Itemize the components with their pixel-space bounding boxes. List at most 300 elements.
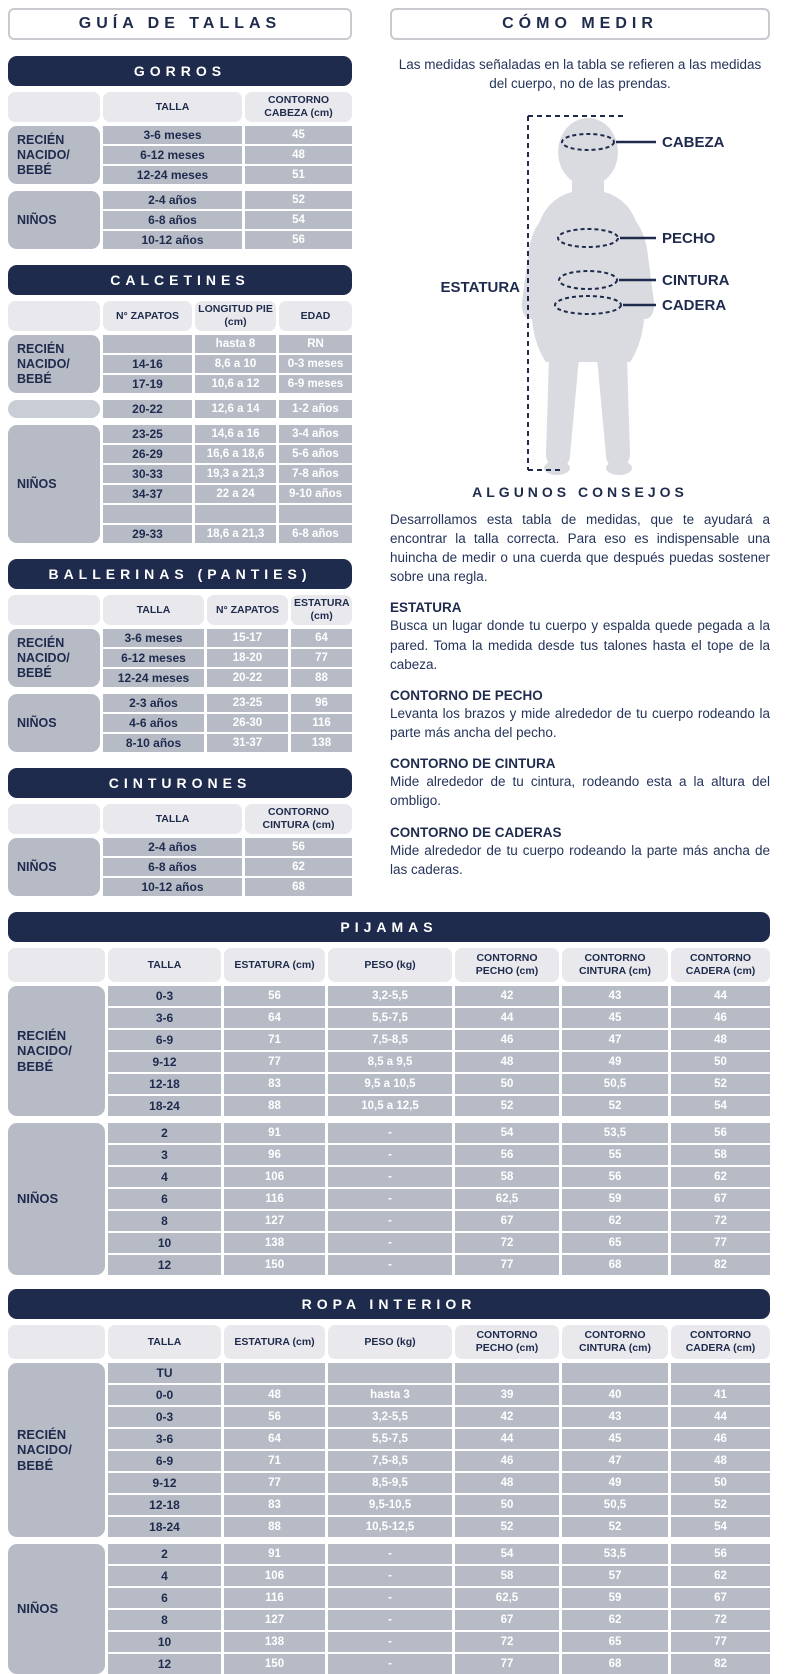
table-cell: 31-37 bbox=[207, 734, 288, 752]
table-cell: 72 bbox=[671, 1211, 770, 1231]
table-cell: 1-2 años bbox=[279, 400, 352, 418]
table-cell: - bbox=[328, 1211, 452, 1231]
section-ropa-interior bbox=[8, 1289, 770, 1674]
table-cell: 71 bbox=[224, 1451, 325, 1471]
table-cell: 6-8 años bbox=[279, 525, 352, 543]
group-rows bbox=[108, 986, 770, 1116]
table-header-row bbox=[8, 301, 352, 331]
table-cell: 44 bbox=[671, 986, 770, 1006]
table-row bbox=[103, 858, 352, 876]
table-cell: 10,6 a 12 bbox=[195, 375, 276, 393]
table-cell: - bbox=[328, 1588, 452, 1608]
table-cell: 150 bbox=[224, 1654, 325, 1674]
table-cell: 52 bbox=[671, 1495, 770, 1515]
table-row bbox=[108, 1566, 770, 1586]
table-row bbox=[108, 1145, 770, 1165]
table-cell: 56 bbox=[245, 231, 352, 249]
table-cell: 5-6 años bbox=[279, 445, 352, 463]
measure-section-caderas bbox=[390, 825, 770, 879]
top-area bbox=[8, 8, 770, 912]
table-cell: TU bbox=[108, 1363, 221, 1383]
table-cell: 96 bbox=[224, 1145, 325, 1165]
table-group bbox=[8, 126, 352, 184]
table-row bbox=[108, 1233, 770, 1253]
table-cell: 68 bbox=[562, 1654, 668, 1674]
body-diagram-svg bbox=[394, 102, 766, 480]
table-cell: 64 bbox=[291, 629, 352, 647]
table-cell: 56 bbox=[671, 1123, 770, 1143]
table-cell: 51 bbox=[245, 166, 352, 184]
pecho-label: PECHO bbox=[662, 229, 716, 247]
table-cell: 77 bbox=[291, 649, 352, 667]
table-row bbox=[103, 485, 352, 503]
table-row bbox=[103, 669, 352, 687]
table-cell: 3,2-5,5 bbox=[328, 986, 452, 1006]
table-cell: 62 bbox=[562, 1610, 668, 1630]
table-cell: 4-6 años bbox=[103, 714, 204, 732]
table-row bbox=[108, 1429, 770, 1449]
group-label: NIÑOS bbox=[8, 191, 100, 249]
table-group bbox=[8, 1544, 770, 1674]
table-cell: 39 bbox=[455, 1385, 559, 1405]
table-cell: 8 bbox=[108, 1610, 221, 1630]
table-cell: 91 bbox=[224, 1123, 325, 1143]
column-header: TALLA bbox=[103, 804, 242, 834]
group-rows bbox=[108, 1363, 770, 1537]
table-cell: 14-16 bbox=[103, 355, 192, 373]
table-cell: 64 bbox=[224, 1429, 325, 1449]
ropa-interior-table bbox=[8, 1325, 770, 1674]
table-row bbox=[103, 505, 352, 523]
table-row bbox=[108, 1517, 770, 1537]
table-cell: 22 a 24 bbox=[195, 485, 276, 503]
pijamas-table bbox=[8, 948, 770, 1275]
group-rows bbox=[103, 838, 352, 896]
table-cell: 26-30 bbox=[207, 714, 288, 732]
group-rows bbox=[103, 400, 352, 418]
table-cell: 82 bbox=[671, 1654, 770, 1674]
column-header: ESTATURA (cm) bbox=[224, 948, 325, 982]
group-rows bbox=[108, 1123, 770, 1275]
table-cell: 82 bbox=[671, 1255, 770, 1275]
table-row bbox=[103, 714, 352, 732]
group-rows bbox=[103, 425, 352, 543]
table-cell: - bbox=[328, 1632, 452, 1652]
group-rows bbox=[103, 191, 352, 249]
column-header: TALLA bbox=[103, 595, 204, 625]
table-row bbox=[103, 211, 352, 229]
table-cell bbox=[562, 1363, 668, 1383]
table-cell: 6-12 meses bbox=[103, 146, 242, 164]
table-row bbox=[103, 231, 352, 249]
section-gorros bbox=[8, 56, 352, 249]
page-title: GUÍA DE TALLAS bbox=[8, 8, 352, 40]
table-cell: 54 bbox=[245, 211, 352, 229]
table-cell: 9-12 bbox=[108, 1473, 221, 1493]
measure-section-text: Levanta los brazos y mide alrededor de tu cuerpo rodeando la parte más ancha del pecho. bbox=[390, 705, 770, 741]
column-header: CONTORNO CINTURA (cm) bbox=[562, 1325, 668, 1359]
table-cell: hasta 3 bbox=[328, 1385, 452, 1405]
column-header: ESTATURA (cm) bbox=[224, 1325, 325, 1359]
table-cell: 19,3 a 21,3 bbox=[195, 465, 276, 483]
how-to-measure-column bbox=[390, 8, 770, 912]
table-cell: 9-10 años bbox=[279, 485, 352, 503]
group-rows bbox=[108, 1544, 770, 1674]
table-cell: - bbox=[328, 1255, 452, 1275]
how-to-measure-title: CÓMO MEDIR bbox=[390, 8, 770, 40]
table-cell: 18,6 a 21,3 bbox=[195, 525, 276, 543]
group-label: NIÑOS bbox=[8, 838, 100, 896]
table-cell: 54 bbox=[671, 1517, 770, 1537]
table-cell: 64 bbox=[224, 1008, 325, 1028]
left-column bbox=[8, 8, 352, 912]
table-row bbox=[103, 878, 352, 896]
column-header: CONTORNO CADERA (cm) bbox=[671, 948, 770, 982]
table-cell: 62 bbox=[245, 858, 352, 876]
table-cell: 10,5-12,5 bbox=[328, 1517, 452, 1537]
table-cell: 2 bbox=[108, 1123, 221, 1143]
table-row bbox=[108, 1008, 770, 1028]
table-cell: 50 bbox=[671, 1052, 770, 1072]
table-cell: 77 bbox=[455, 1255, 559, 1275]
table-row bbox=[103, 335, 352, 353]
table-cell: 67 bbox=[455, 1211, 559, 1231]
table-row bbox=[108, 1495, 770, 1515]
column-header: CONTORNO CINTURA (cm) bbox=[562, 948, 668, 982]
table-cell: 8,5-9,5 bbox=[328, 1473, 452, 1493]
group-rows bbox=[103, 629, 352, 687]
table-row bbox=[103, 629, 352, 647]
column-header: N° ZAPATOS bbox=[207, 595, 288, 625]
table-cell: 16,6 a 18,6 bbox=[195, 445, 276, 463]
table-cell: 6-8 años bbox=[103, 858, 242, 876]
table-cell bbox=[195, 505, 276, 523]
cabeza-label: CABEZA bbox=[662, 133, 725, 151]
table-cell: - bbox=[328, 1610, 452, 1630]
table-cell: 59 bbox=[562, 1588, 668, 1608]
table-row bbox=[108, 1385, 770, 1405]
table-cell: 46 bbox=[671, 1008, 770, 1028]
table-cell: 72 bbox=[455, 1233, 559, 1253]
table-cell: 91 bbox=[224, 1544, 325, 1564]
table-row bbox=[103, 355, 352, 373]
table-row bbox=[108, 1363, 770, 1383]
table-corner-cell bbox=[8, 1325, 105, 1359]
table-cell: 62,5 bbox=[455, 1588, 559, 1608]
table-cell: 45 bbox=[562, 1429, 668, 1449]
table-cell: 3-6 meses bbox=[103, 629, 204, 647]
table-cell: 72 bbox=[671, 1610, 770, 1630]
table-cell: 138 bbox=[224, 1233, 325, 1253]
table-cell: 18-24 bbox=[108, 1096, 221, 1116]
table-cell: 48 bbox=[245, 146, 352, 164]
table-cell: 45 bbox=[562, 1008, 668, 1028]
table-cell: 48 bbox=[224, 1385, 325, 1405]
table-row bbox=[108, 1189, 770, 1209]
table-cell: 150 bbox=[224, 1255, 325, 1275]
table-row bbox=[108, 1052, 770, 1072]
table-corner-cell bbox=[8, 948, 105, 982]
group-label bbox=[8, 400, 100, 418]
table-cell: 10,5 a 12,5 bbox=[328, 1096, 452, 1116]
table-cell: 54 bbox=[671, 1096, 770, 1116]
table-cell: 46 bbox=[455, 1451, 559, 1471]
table-cell: 55 bbox=[562, 1145, 668, 1165]
table-corner-cell bbox=[8, 92, 100, 122]
table-cell: 26-29 bbox=[103, 445, 192, 463]
table-cell: 3 bbox=[108, 1145, 221, 1165]
table-cell: 43 bbox=[562, 986, 668, 1006]
table-cell: - bbox=[328, 1167, 452, 1187]
table-cell: 9,5-10,5 bbox=[328, 1495, 452, 1515]
group-label: RECIÉN NACIDO/ BEBÉ bbox=[8, 986, 105, 1116]
table-corner-cell bbox=[8, 301, 100, 331]
table-cell: 10-12 años bbox=[103, 878, 242, 896]
table-cell: 45 bbox=[245, 126, 352, 144]
table-cell: - bbox=[328, 1544, 452, 1564]
table-cell: 2-3 años bbox=[103, 694, 204, 712]
section-header-ropa-interior: ROPA INTERIOR bbox=[8, 1289, 770, 1319]
measure-intro-text: Las medidas señaladas en la tabla se refieren a las medidas del cuerpo, no de las prendas. bbox=[398, 57, 762, 91]
table-cell: 58 bbox=[455, 1167, 559, 1187]
table-cell: 116 bbox=[291, 714, 352, 732]
table-cell: 5,5-7,5 bbox=[328, 1429, 452, 1449]
table-cell: 4 bbox=[108, 1566, 221, 1586]
table-cell: 77 bbox=[224, 1052, 325, 1072]
table-header-row bbox=[8, 948, 770, 982]
measure-section-text: Busca un lugar donde tu cuerpo y espalda quede pegada a la pared. Toma la medida desde tus talones hasta el tope de la cabeza. bbox=[390, 618, 770, 672]
table-cell: 59 bbox=[562, 1189, 668, 1209]
table-cell: 9-12 bbox=[108, 1052, 221, 1072]
table-cell bbox=[224, 1363, 325, 1383]
table-cell: - bbox=[328, 1123, 452, 1143]
table-row bbox=[103, 734, 352, 752]
table-cell bbox=[103, 335, 192, 353]
table-cell: 43 bbox=[562, 1407, 668, 1427]
table-cell: 67 bbox=[455, 1610, 559, 1630]
table-row bbox=[108, 1544, 770, 1564]
table-cell: 48 bbox=[671, 1030, 770, 1050]
table-group bbox=[8, 694, 352, 752]
table-cell: 44 bbox=[671, 1407, 770, 1427]
table-cell: 40 bbox=[562, 1385, 668, 1405]
table-row bbox=[108, 1167, 770, 1187]
table-cell: 50 bbox=[455, 1074, 559, 1094]
table-cell: 2-4 años bbox=[103, 838, 242, 856]
table-cell: 65 bbox=[562, 1233, 668, 1253]
table-cell: - bbox=[328, 1145, 452, 1165]
table-cell: - bbox=[328, 1566, 452, 1586]
table-row bbox=[103, 838, 352, 856]
table-cell: 52 bbox=[671, 1074, 770, 1094]
table-cell bbox=[328, 1363, 452, 1383]
table-cell: 12,6 a 14 bbox=[195, 400, 276, 418]
table-cell: 56 bbox=[245, 838, 352, 856]
table-cell: 62 bbox=[671, 1167, 770, 1187]
table-group bbox=[8, 335, 352, 393]
group-rows bbox=[103, 126, 352, 184]
table-cell: 88 bbox=[224, 1096, 325, 1116]
table-cell: 3-6 meses bbox=[103, 126, 242, 144]
table-cell: 12 bbox=[108, 1654, 221, 1674]
table-cell: 0-3 meses bbox=[279, 355, 352, 373]
table-cell: RN bbox=[279, 335, 352, 353]
section-header-pijamas: PIJAMAS bbox=[8, 912, 770, 942]
body-diagram bbox=[390, 102, 770, 480]
table-cell: 12-18 bbox=[108, 1495, 221, 1515]
table-cell: 7-8 años bbox=[279, 465, 352, 483]
table-cell: 10 bbox=[108, 1233, 221, 1253]
measure-section-title: CONTORNO DE CINTURA bbox=[390, 756, 556, 772]
table-cell: 52 bbox=[562, 1096, 668, 1116]
measure-section-text: Mide alrededor de tu cintura, rodeando esta a la altura del ombligo. bbox=[390, 774, 770, 809]
table-cell: 52 bbox=[455, 1096, 559, 1116]
table-cell: 54 bbox=[455, 1123, 559, 1143]
table-group bbox=[8, 400, 352, 418]
table-group bbox=[8, 838, 352, 896]
table-row bbox=[103, 694, 352, 712]
table-row bbox=[103, 166, 352, 184]
table-cell: 14,6 a 16 bbox=[195, 425, 276, 443]
table-cell: 56 bbox=[562, 1167, 668, 1187]
table-cell: 10 bbox=[108, 1632, 221, 1652]
group-label: NIÑOS bbox=[8, 694, 100, 752]
table-row bbox=[103, 191, 352, 209]
measure-section-title: CONTORNO DE CADERAS bbox=[390, 824, 562, 840]
table-cell: 53,5 bbox=[562, 1123, 668, 1143]
table-cell bbox=[455, 1363, 559, 1383]
table-cell: 68 bbox=[245, 878, 352, 896]
column-header: CONTORNO CADERA (cm) bbox=[671, 1325, 770, 1359]
table-cell: 7,5-8,5 bbox=[328, 1451, 452, 1471]
table-cell: 6 bbox=[108, 1189, 221, 1209]
table-cell: 46 bbox=[671, 1429, 770, 1449]
table-cell: 10-12 años bbox=[103, 231, 242, 249]
section-calcetines bbox=[8, 265, 352, 543]
measure-section-estatura bbox=[390, 600, 770, 673]
tips-title: ALGUNOS CONSEJOS bbox=[472, 483, 688, 500]
table-cell: 62,5 bbox=[455, 1189, 559, 1209]
group-label: NIÑOS bbox=[8, 1123, 105, 1275]
table-cell: 77 bbox=[455, 1654, 559, 1674]
table-group bbox=[8, 629, 352, 687]
table-row bbox=[103, 126, 352, 144]
table-cell: 34-37 bbox=[103, 485, 192, 503]
cintura-label: CINTURA bbox=[662, 271, 730, 289]
section-header-ballerinas: BALLERINAS (PANTIES) bbox=[8, 559, 352, 589]
table-cell: 29-33 bbox=[103, 525, 192, 543]
section-header-cinturones: CINTURONES bbox=[8, 768, 352, 798]
table-cell: 0-0 bbox=[108, 1385, 221, 1405]
ballerinas-table bbox=[8, 595, 352, 752]
table-cell: 47 bbox=[562, 1451, 668, 1471]
measure-section-title: CONTORNO DE PECHO bbox=[390, 687, 543, 703]
table-cell: 57 bbox=[562, 1566, 668, 1586]
section-header-calcetines: CALCETINES bbox=[8, 265, 352, 295]
column-header: ESTATURA (cm) bbox=[291, 595, 352, 625]
table-row bbox=[108, 1211, 770, 1231]
table-cell: 83 bbox=[224, 1495, 325, 1515]
table-row bbox=[108, 1451, 770, 1471]
table-cell: 6-9 meses bbox=[279, 375, 352, 393]
table-cell: 23-25 bbox=[103, 425, 192, 443]
column-header: CONTORNO CABEZA (cm) bbox=[245, 92, 352, 122]
table-cell: 23-25 bbox=[207, 694, 288, 712]
group-rows bbox=[103, 335, 352, 393]
table-row bbox=[103, 465, 352, 483]
table-header-row bbox=[8, 1325, 770, 1359]
table-cell: 53,5 bbox=[562, 1544, 668, 1564]
column-header: CONTORNO CINTURA (cm) bbox=[245, 804, 352, 834]
column-header: N° ZAPATOS bbox=[103, 301, 192, 331]
table-cell: 4 bbox=[108, 1167, 221, 1187]
group-label: RECIÉN NACIDO/ BEBÉ bbox=[8, 335, 100, 393]
estatura-label: ESTATURA bbox=[440, 278, 520, 296]
table-cell: 116 bbox=[224, 1189, 325, 1209]
table-cell: 41 bbox=[671, 1385, 770, 1405]
table-row bbox=[108, 1632, 770, 1652]
table-cell: 20-22 bbox=[103, 400, 192, 418]
column-header: TALLA bbox=[103, 92, 242, 122]
calcetines-table bbox=[8, 301, 352, 543]
table-cell: 77 bbox=[671, 1632, 770, 1652]
table-cell: 30-33 bbox=[103, 465, 192, 483]
table-cell: 65 bbox=[562, 1632, 668, 1652]
table-cell: 5,5-7,5 bbox=[328, 1008, 452, 1028]
table-header-row bbox=[8, 595, 352, 625]
table-cell: 42 bbox=[455, 986, 559, 1006]
table-cell: 3-4 años bbox=[279, 425, 352, 443]
table-cell: 50 bbox=[671, 1473, 770, 1493]
table-cell: 7,5-8,5 bbox=[328, 1030, 452, 1050]
section-cinturones bbox=[8, 768, 352, 896]
table-row bbox=[108, 1588, 770, 1608]
measure-section-pecho bbox=[390, 688, 770, 742]
table-row bbox=[108, 1123, 770, 1143]
table-cell: 138 bbox=[291, 734, 352, 752]
table-row bbox=[108, 1654, 770, 1674]
table-cell: 48 bbox=[455, 1473, 559, 1493]
section-header-gorros: GORROS bbox=[8, 56, 352, 86]
table-cell: 52 bbox=[455, 1517, 559, 1537]
column-header: PESO (kg) bbox=[328, 1325, 452, 1359]
tips-text: Desarrollamos esta tabla de medidas, que te ayudará a encontrar la talla correcta. Para eso es indispensable una huincha de medir o una cuerda que después puedas sostener sobre una regla. bbox=[390, 511, 770, 585]
column-header: LONGITUD PIE (cm) bbox=[195, 301, 276, 331]
table-group bbox=[8, 986, 770, 1116]
table-cell: 106 bbox=[224, 1566, 325, 1586]
table-cell: 67 bbox=[671, 1588, 770, 1608]
table-row bbox=[108, 986, 770, 1006]
group-label: RECIÉN NACIDO/ BEBÉ bbox=[8, 126, 100, 184]
table-cell: 83 bbox=[224, 1074, 325, 1094]
table-cell: 56 bbox=[224, 986, 325, 1006]
table-cell: 62 bbox=[562, 1211, 668, 1231]
table-cell: 47 bbox=[562, 1030, 668, 1050]
table-row bbox=[108, 1610, 770, 1630]
table-cell: 50,5 bbox=[562, 1074, 668, 1094]
table-cell: 42 bbox=[455, 1407, 559, 1427]
table-cell: 15-17 bbox=[207, 629, 288, 647]
table-cell: - bbox=[328, 1654, 452, 1674]
group-label: NIÑOS bbox=[8, 425, 100, 543]
table-cell: 8 bbox=[108, 1211, 221, 1231]
table-cell: 54 bbox=[455, 1544, 559, 1564]
column-header: CONTORNO PECHO (cm) bbox=[455, 1325, 559, 1359]
table-cell: 46 bbox=[455, 1030, 559, 1050]
table-cell: - bbox=[328, 1189, 452, 1209]
table-cell: 8-10 años bbox=[103, 734, 204, 752]
table-header-row bbox=[8, 804, 352, 834]
